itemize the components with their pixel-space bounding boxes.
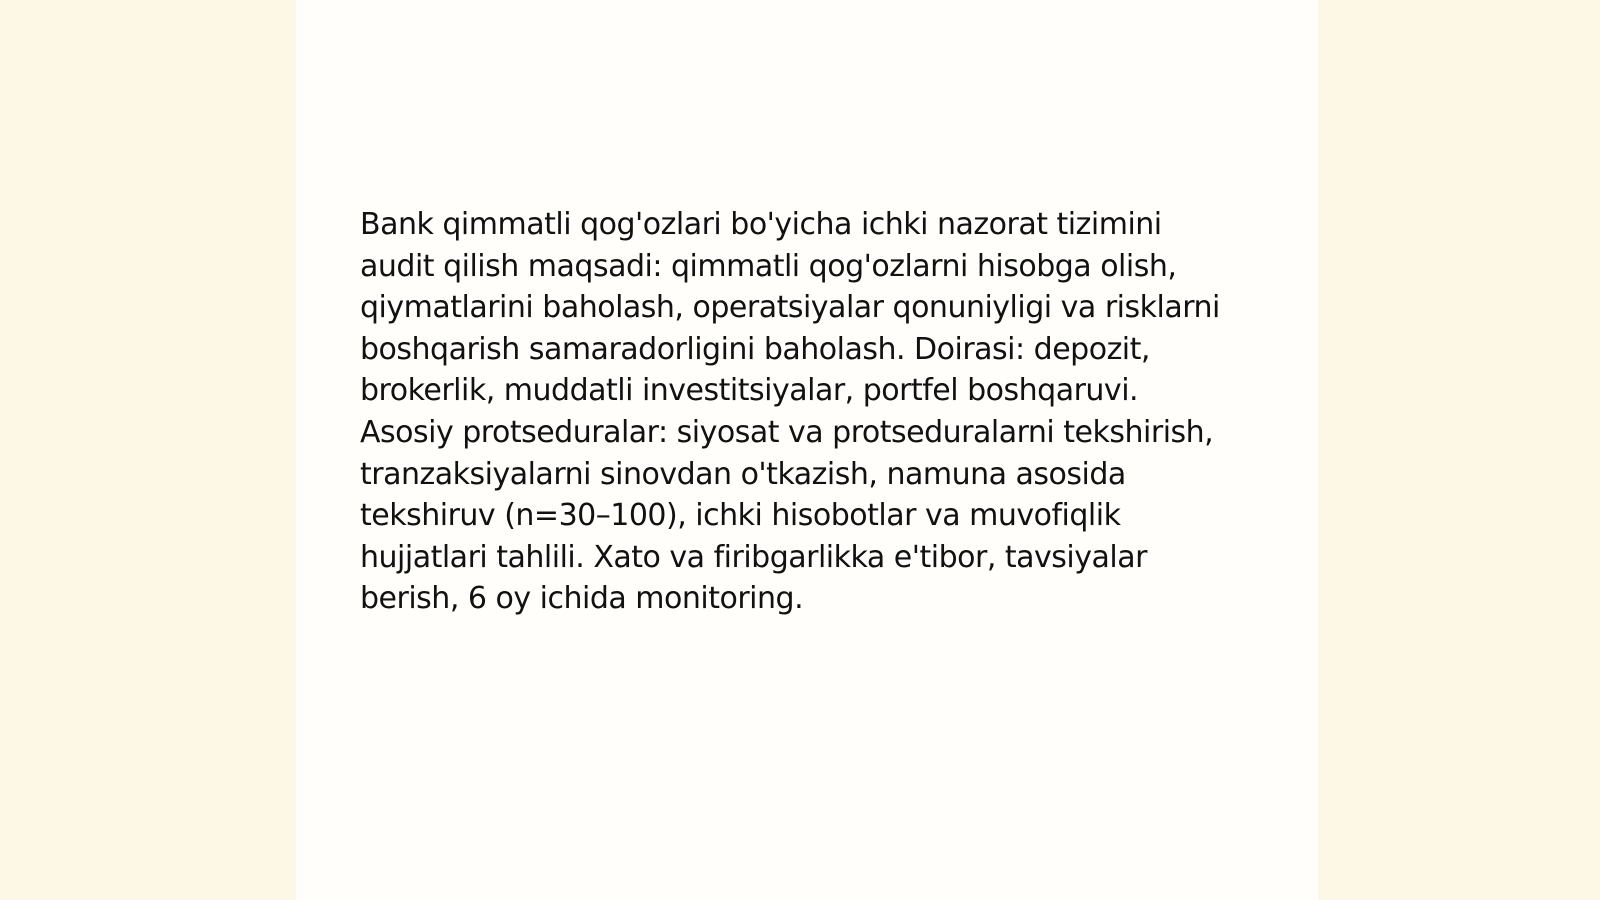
slide-panel	[296, 0, 1318, 900]
slide-body-text: Bank qimmatli qog'ozlari bo'yicha ichki nazorat tizimini audit qilish maqsadi: qimmatli qog'ozlarni hisobga olish, qiymatlarini baholash, operatsiyalar qonuniyligi va risklarni boshqarish samaradorligini baholash. Doirasi: depozit, brokerlik, muddatli investitsiyalar, portfel boshqaruvi. Asosiy protseduralar: siyosat va protseduralarni tekshirish, tranzaksiyalarni sinovdan o'tkazish, namuna asosida tekshiruv (n=30–100), ichki hisobotlar va muvofiqlik hujjatlari tahlili. Xato va firibgarlikka e'tibor, tavsiyalar berish, 6 oy ichida monitoring.	[360, 207, 1220, 617]
